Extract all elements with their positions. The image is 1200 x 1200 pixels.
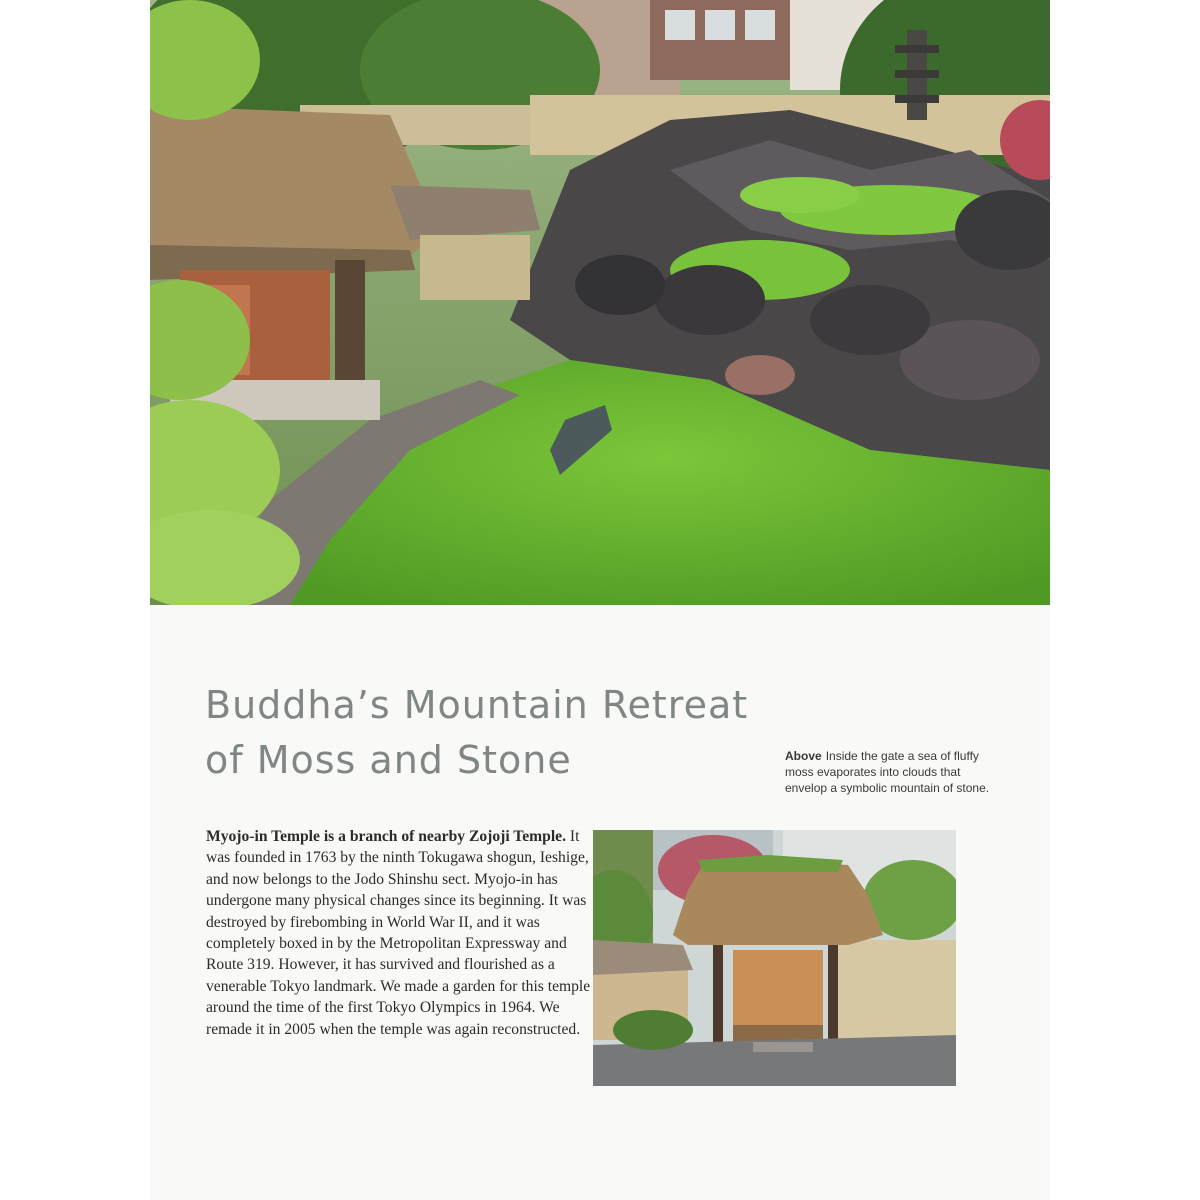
article-title	[205, 678, 805, 788]
body-paragraph	[206, 826, 596, 1040]
photo-caption	[785, 748, 1000, 796]
title-line-1: Buddha’s Mountain Retreat	[205, 683, 749, 727]
moss-garden-photo	[150, 0, 1050, 605]
body-lead: Myojo-in Temple is a branch of nearby Zojoji Temple.	[206, 828, 566, 845]
body-text: It was founded in 1763 by the ninth Tokugawa shogun, Ieshige, and now belongs to the Jodo Shinshu sect. Myojo-in has undergone many physical changes since its beginning. It was destroyed by firebombing in World War II, and it was completely boxed in by the Metropolitan Expressway and Route 319. However, it has survived and flourished as a venerable Tokyo landmark. We made a garden for this temple around the time of the first Tokyo Olympics in 1964. We remade it in 2005 when the temple was again reconstructed.	[206, 828, 591, 1038]
caption-lead: Above	[785, 749, 822, 763]
book-page	[150, 0, 1050, 1200]
title-line-2: of Moss and Stone	[205, 738, 572, 782]
caption-text: Inside the gate a sea of fluffy moss evaporates into clouds that envelop a symbolic mountain of stone.	[785, 749, 990, 795]
thatched-gate-photo	[593, 830, 956, 1086]
